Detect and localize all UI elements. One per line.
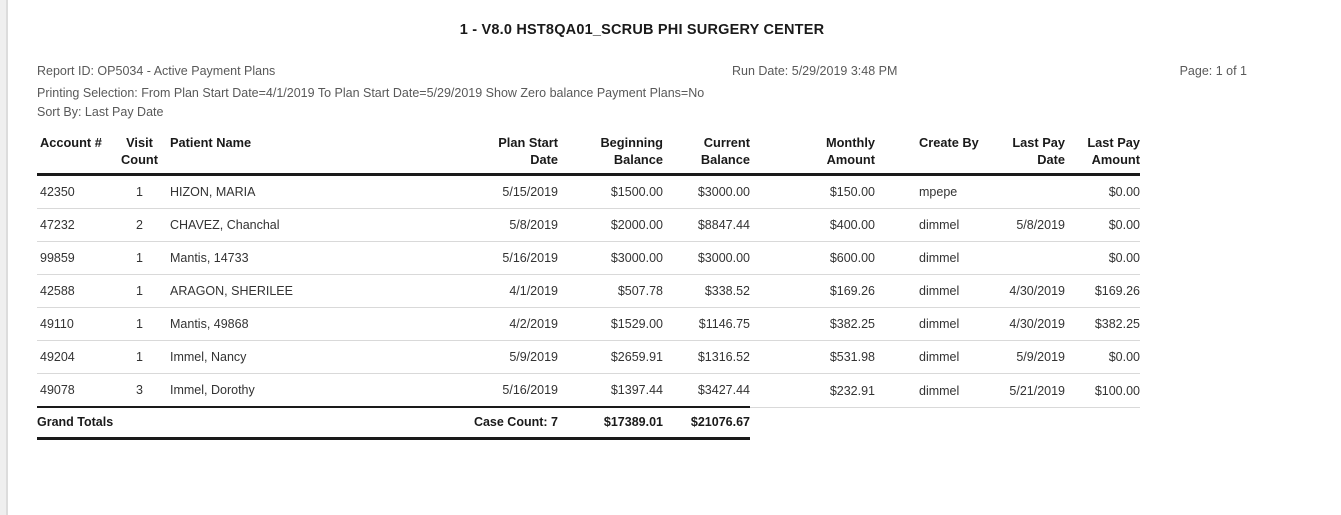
column-header-last_pay_date: Last Pay Date: [985, 133, 1065, 175]
cell-plan_start_date: 5/15/2019: [437, 175, 558, 209]
cell-patient_name: ARAGON, SHERILEE: [167, 275, 437, 308]
grand-totals-empty-cell: [1065, 407, 1140, 439]
cell-visit_count: 1: [112, 175, 167, 209]
cell-plan_start_date: 5/16/2019: [437, 242, 558, 275]
cell-last_pay_date: 5/9/2019: [985, 341, 1065, 374]
grand-totals-empty-cell: [750, 407, 875, 439]
cell-last_pay_date: [985, 175, 1065, 209]
cell-account: 42350: [37, 175, 112, 209]
table-row: [37, 175, 1140, 209]
cell-current_balance: $1146.75: [663, 308, 750, 341]
cell-plan_start_date: 5/16/2019: [437, 374, 558, 408]
table-header-row: [37, 133, 1140, 175]
run-date: Run Date: 5/29/2019 3:48 PM: [732, 64, 898, 78]
cell-monthly_amount: $150.00: [750, 175, 875, 209]
cell-visit_count: 1: [112, 242, 167, 275]
cell-last_pay_date: 5/8/2019: [985, 209, 1065, 242]
cell-beginning_balance: $1500.00: [558, 175, 663, 209]
cell-create_by: dimmel: [875, 308, 985, 341]
cell-last_pay_amount: $382.25: [1065, 308, 1140, 341]
cell-beginning_balance: $2000.00: [558, 209, 663, 242]
cell-monthly_amount: $169.26: [750, 275, 875, 308]
viewer-left-rail: [0, 0, 8, 515]
printing-selection: Printing Selection: From Plan Start Date=4/1/2019 To Plan Start Date=5/29/2019 Show Zero balance Payment Plans=No: [37, 86, 705, 100]
cell-patient_name: HIZON, MARIA: [167, 175, 437, 209]
cell-create_by: dimmel: [875, 374, 985, 408]
cell-beginning_balance: $2659.91: [558, 341, 663, 374]
cell-plan_start_date: 5/9/2019: [437, 341, 558, 374]
cell-current_balance: $3000.00: [663, 242, 750, 275]
cell-account: 49110: [37, 308, 112, 341]
cell-patient_name: Immel, Nancy: [167, 341, 437, 374]
grand-totals-empty-cell: [875, 407, 985, 439]
page-number: Page: 1 of 1: [1179, 64, 1247, 78]
cell-current_balance: $3000.00: [663, 175, 750, 209]
cell-monthly_amount: $400.00: [750, 209, 875, 242]
table-row: [37, 275, 1140, 308]
cell-create_by: mpepe: [875, 175, 985, 209]
cell-visit_count: 1: [112, 341, 167, 374]
cell-account: 99859: [37, 242, 112, 275]
cell-last_pay_date: [985, 242, 1065, 275]
cell-visit_count: 1: [112, 308, 167, 341]
column-header-visit_count: Visit Count: [112, 133, 167, 175]
cell-plan_start_date: 4/2/2019: [437, 308, 558, 341]
cell-patient_name: Immel, Dorothy: [167, 374, 437, 408]
cell-monthly_amount: $600.00: [750, 242, 875, 275]
grand-totals-label: Grand Totals: [37, 407, 437, 439]
grand-totals-current-balance: $21076.67: [663, 407, 750, 439]
column-header-plan_start_date: Plan Start Date: [437, 133, 558, 175]
cell-last_pay_amount: $169.26: [1065, 275, 1140, 308]
cell-current_balance: $338.52: [663, 275, 750, 308]
cell-last_pay_date: 4/30/2019: [985, 275, 1065, 308]
cell-create_by: dimmel: [875, 242, 985, 275]
grand-totals-empty-cell: [985, 407, 1065, 439]
table-row: [37, 341, 1140, 374]
sort-by: Sort By: Last Pay Date: [37, 105, 164, 119]
cell-create_by: dimmel: [875, 275, 985, 308]
cell-create_by: dimmel: [875, 209, 985, 242]
page-title: 1 - V8.0 HST8QA01_SCRUB PHI SURGERY CENTER: [459, 22, 825, 38]
column-header-beginning_balance: Beginning Balance: [558, 133, 663, 175]
grand-totals-row: [37, 407, 1140, 439]
cell-beginning_balance: $3000.00: [558, 242, 663, 275]
cell-beginning_balance: $507.78: [558, 275, 663, 308]
cell-create_by: dimmel: [875, 341, 985, 374]
cell-current_balance: $3427.44: [663, 374, 750, 408]
column-header-current_balance: Current Balance: [663, 133, 750, 175]
report-id: Report ID: OP5034 - Active Payment Plans: [37, 64, 276, 78]
cell-monthly_amount: $382.25: [750, 308, 875, 341]
table-row: [37, 374, 1140, 408]
cell-patient_name: Mantis, 14733: [167, 242, 437, 275]
table-row: [37, 308, 1140, 341]
cell-plan_start_date: 5/8/2019: [437, 209, 558, 242]
cell-last_pay_amount: $100.00: [1065, 374, 1140, 408]
cell-visit_count: 1: [112, 275, 167, 308]
cell-account: 49204: [37, 341, 112, 374]
table-row: [37, 209, 1140, 242]
payment-plans-table: [37, 133, 1140, 440]
report-meta-row: [37, 64, 1247, 81]
column-header-monthly_amount: Monthly Amount: [750, 133, 875, 175]
cell-monthly_amount: $232.91: [750, 374, 875, 408]
report-page: [37, 0, 1247, 440]
table-header: [37, 133, 1140, 175]
cell-last_pay_amount: $0.00: [1065, 341, 1140, 374]
cell-last_pay_date: 5/21/2019: [985, 374, 1065, 408]
cell-visit_count: 3: [112, 374, 167, 408]
table-row: [37, 242, 1140, 275]
table-body: [37, 175, 1140, 439]
cell-current_balance: $1316.52: [663, 341, 750, 374]
cell-monthly_amount: $531.98: [750, 341, 875, 374]
cell-visit_count: 2: [112, 209, 167, 242]
cell-last_pay_amount: $0.00: [1065, 209, 1140, 242]
cell-beginning_balance: $1529.00: [558, 308, 663, 341]
cell-current_balance: $8847.44: [663, 209, 750, 242]
cell-plan_start_date: 4/1/2019: [437, 275, 558, 308]
grand-totals-beginning-balance: $17389.01: [558, 407, 663, 439]
column-header-last_pay_amount: Last Pay Amount: [1065, 133, 1140, 175]
column-header-patient_name: Patient Name: [167, 133, 437, 175]
cell-account: 42588: [37, 275, 112, 308]
cell-account: 49078: [37, 374, 112, 408]
cell-patient_name: CHAVEZ, Chanchal: [167, 209, 437, 242]
cell-last_pay_amount: $0.00: [1065, 175, 1140, 209]
grand-totals-case-count: Case Count: 7: [437, 407, 558, 439]
cell-patient_name: Mantis, 49868: [167, 308, 437, 341]
cell-last_pay_date: 4/30/2019: [985, 308, 1065, 341]
cell-account: 47232: [37, 209, 112, 242]
cell-last_pay_amount: $0.00: [1065, 242, 1140, 275]
cell-beginning_balance: $1397.44: [558, 374, 663, 408]
column-header-create_by: Create By: [875, 133, 985, 175]
column-header-account: Account #: [37, 133, 112, 175]
